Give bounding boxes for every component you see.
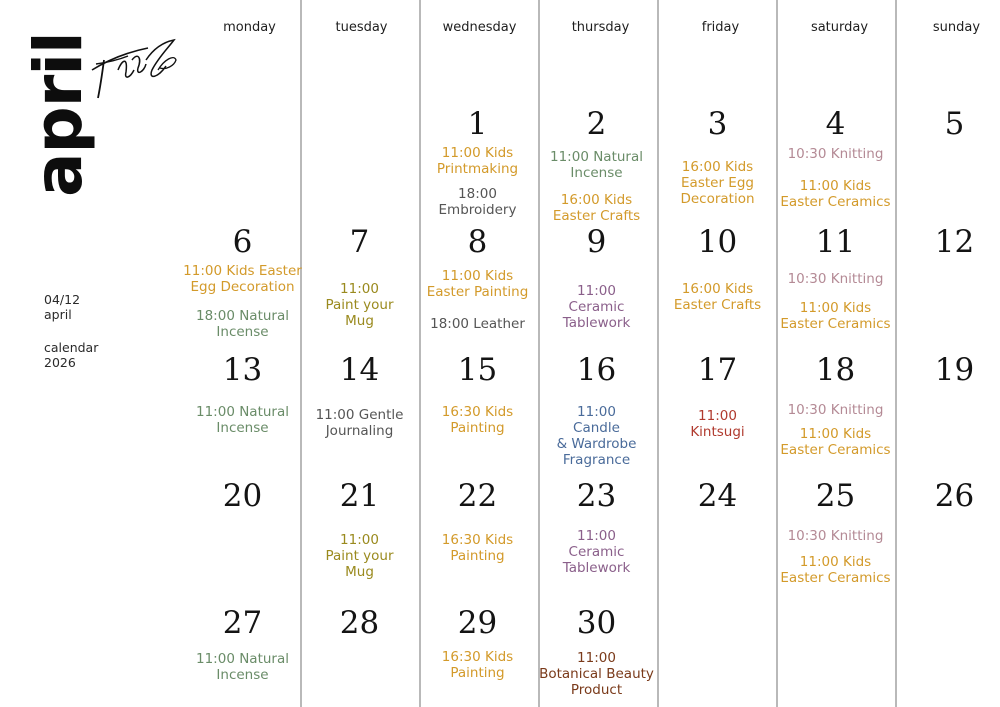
event-entry: 11:00 Kintsugi <box>690 408 745 440</box>
signature-logo-icon <box>88 30 180 102</box>
event-entry: 10:30 Knitting <box>787 146 884 162</box>
day-number: 30 <box>576 605 617 641</box>
event-entry: 10:30 Knitting <box>787 528 884 544</box>
event-entry: 11:00 Kids Easter Painting <box>426 268 529 300</box>
day-number: 25 <box>815 478 856 514</box>
day-number: 16 <box>576 352 617 388</box>
day-number: 28 <box>339 605 380 641</box>
day-number: 21 <box>339 478 380 514</box>
day-number: 22 <box>457 478 498 514</box>
day-number: 6 <box>232 224 253 260</box>
event-entry: 11:00 Kids Printmaking <box>436 145 519 177</box>
day-number: 7 <box>349 224 370 260</box>
day-number: 11 <box>815 224 856 260</box>
event-entry: 11:00 Kids Easter Ceramics <box>780 426 891 458</box>
event-entry: 16:00 Kids Easter Crafts <box>673 281 762 313</box>
event-entry: 18:00 Embroidery <box>438 186 517 218</box>
side-month: april <box>44 307 72 322</box>
event-entry: 16:00 Kids Easter Egg Decoration <box>680 159 755 207</box>
day-number: 9 <box>586 224 607 260</box>
event-entry: 16:30 Kids Painting <box>441 649 514 681</box>
day-number: 3 <box>707 106 728 142</box>
event-entry: 11:00 Kids Easter Ceramics <box>780 300 891 332</box>
day-number: 2 <box>586 106 607 142</box>
day-number: 14 <box>339 352 380 388</box>
event-entry: 11:00 Kids Easter Egg Decoration <box>183 263 302 295</box>
event-entry: 16:00 Kids Easter Crafts <box>552 192 641 224</box>
event-entry: 11:00 Botanical Beauty Product <box>539 650 654 698</box>
event-entry: 10:30 Knitting <box>787 402 884 418</box>
weekday-wednesday: wednesday <box>442 20 517 35</box>
day-number: 8 <box>467 224 488 260</box>
weekday-monday: monday <box>223 20 276 35</box>
event-entry: 11:00 Paint your Mug <box>325 281 394 329</box>
day-number: 18 <box>815 352 856 388</box>
event-entry: 10:30 Knitting <box>787 271 884 287</box>
day-number: 29 <box>457 605 498 641</box>
event-entry: 16:30 Kids Painting <box>441 532 514 564</box>
day-number: 19 <box>934 352 975 388</box>
side-date: 04/12 <box>44 292 81 307</box>
event-entry: 11:00 Natural Incense <box>550 149 643 181</box>
event-entry: 11:00 Natural Incense <box>196 404 289 436</box>
weekday-saturday: saturday <box>810 20 869 35</box>
day-number: 5 <box>944 106 965 142</box>
event-entry: 16:30 Kids Painting <box>441 404 514 436</box>
event-entry: 11:00 Kids Easter Ceramics <box>780 554 891 586</box>
day-number: 10 <box>697 224 738 260</box>
weekday-thursday: thursday <box>571 20 630 35</box>
event-entry: 11:00 Ceramic Tablework <box>562 528 631 576</box>
day-number: 15 <box>457 352 498 388</box>
event-entry: 11:00 Paint your Mug <box>325 532 394 580</box>
event-entry: 11:00 Gentle Journaling <box>315 407 404 439</box>
event-entry: 11:00 Natural Incense <box>196 651 289 683</box>
event-entry: 18:00 Leather <box>430 316 525 332</box>
side-calendar-label: calendar <box>44 340 99 355</box>
side-year: 2026 <box>44 355 76 370</box>
day-number: 24 <box>697 478 738 514</box>
day-number: 23 <box>576 478 617 514</box>
month-title-text: april <box>20 32 97 197</box>
event-entry: 18:00 Natural Incense <box>196 308 289 340</box>
day-number: 13 <box>222 352 263 388</box>
day-number: 20 <box>222 478 263 514</box>
event-entry: 11:00 Kids Easter Ceramics <box>780 178 891 210</box>
weekday-tuesday: tuesday <box>335 20 388 35</box>
day-number: 1 <box>467 106 488 142</box>
day-number: 4 <box>825 106 846 142</box>
weekday-friday: friday <box>701 20 740 35</box>
day-number: 17 <box>697 352 738 388</box>
day-number: 12 <box>934 224 975 260</box>
day-number: 26 <box>934 478 975 514</box>
day-number: 27 <box>222 605 263 641</box>
weekday-sunday: sunday <box>932 20 981 35</box>
month-title <box>20 22 97 197</box>
event-entry: 11:00 Candle & Wardrobe Fragrance <box>556 404 637 468</box>
event-entry: 11:00 Ceramic Tablework <box>562 283 631 331</box>
